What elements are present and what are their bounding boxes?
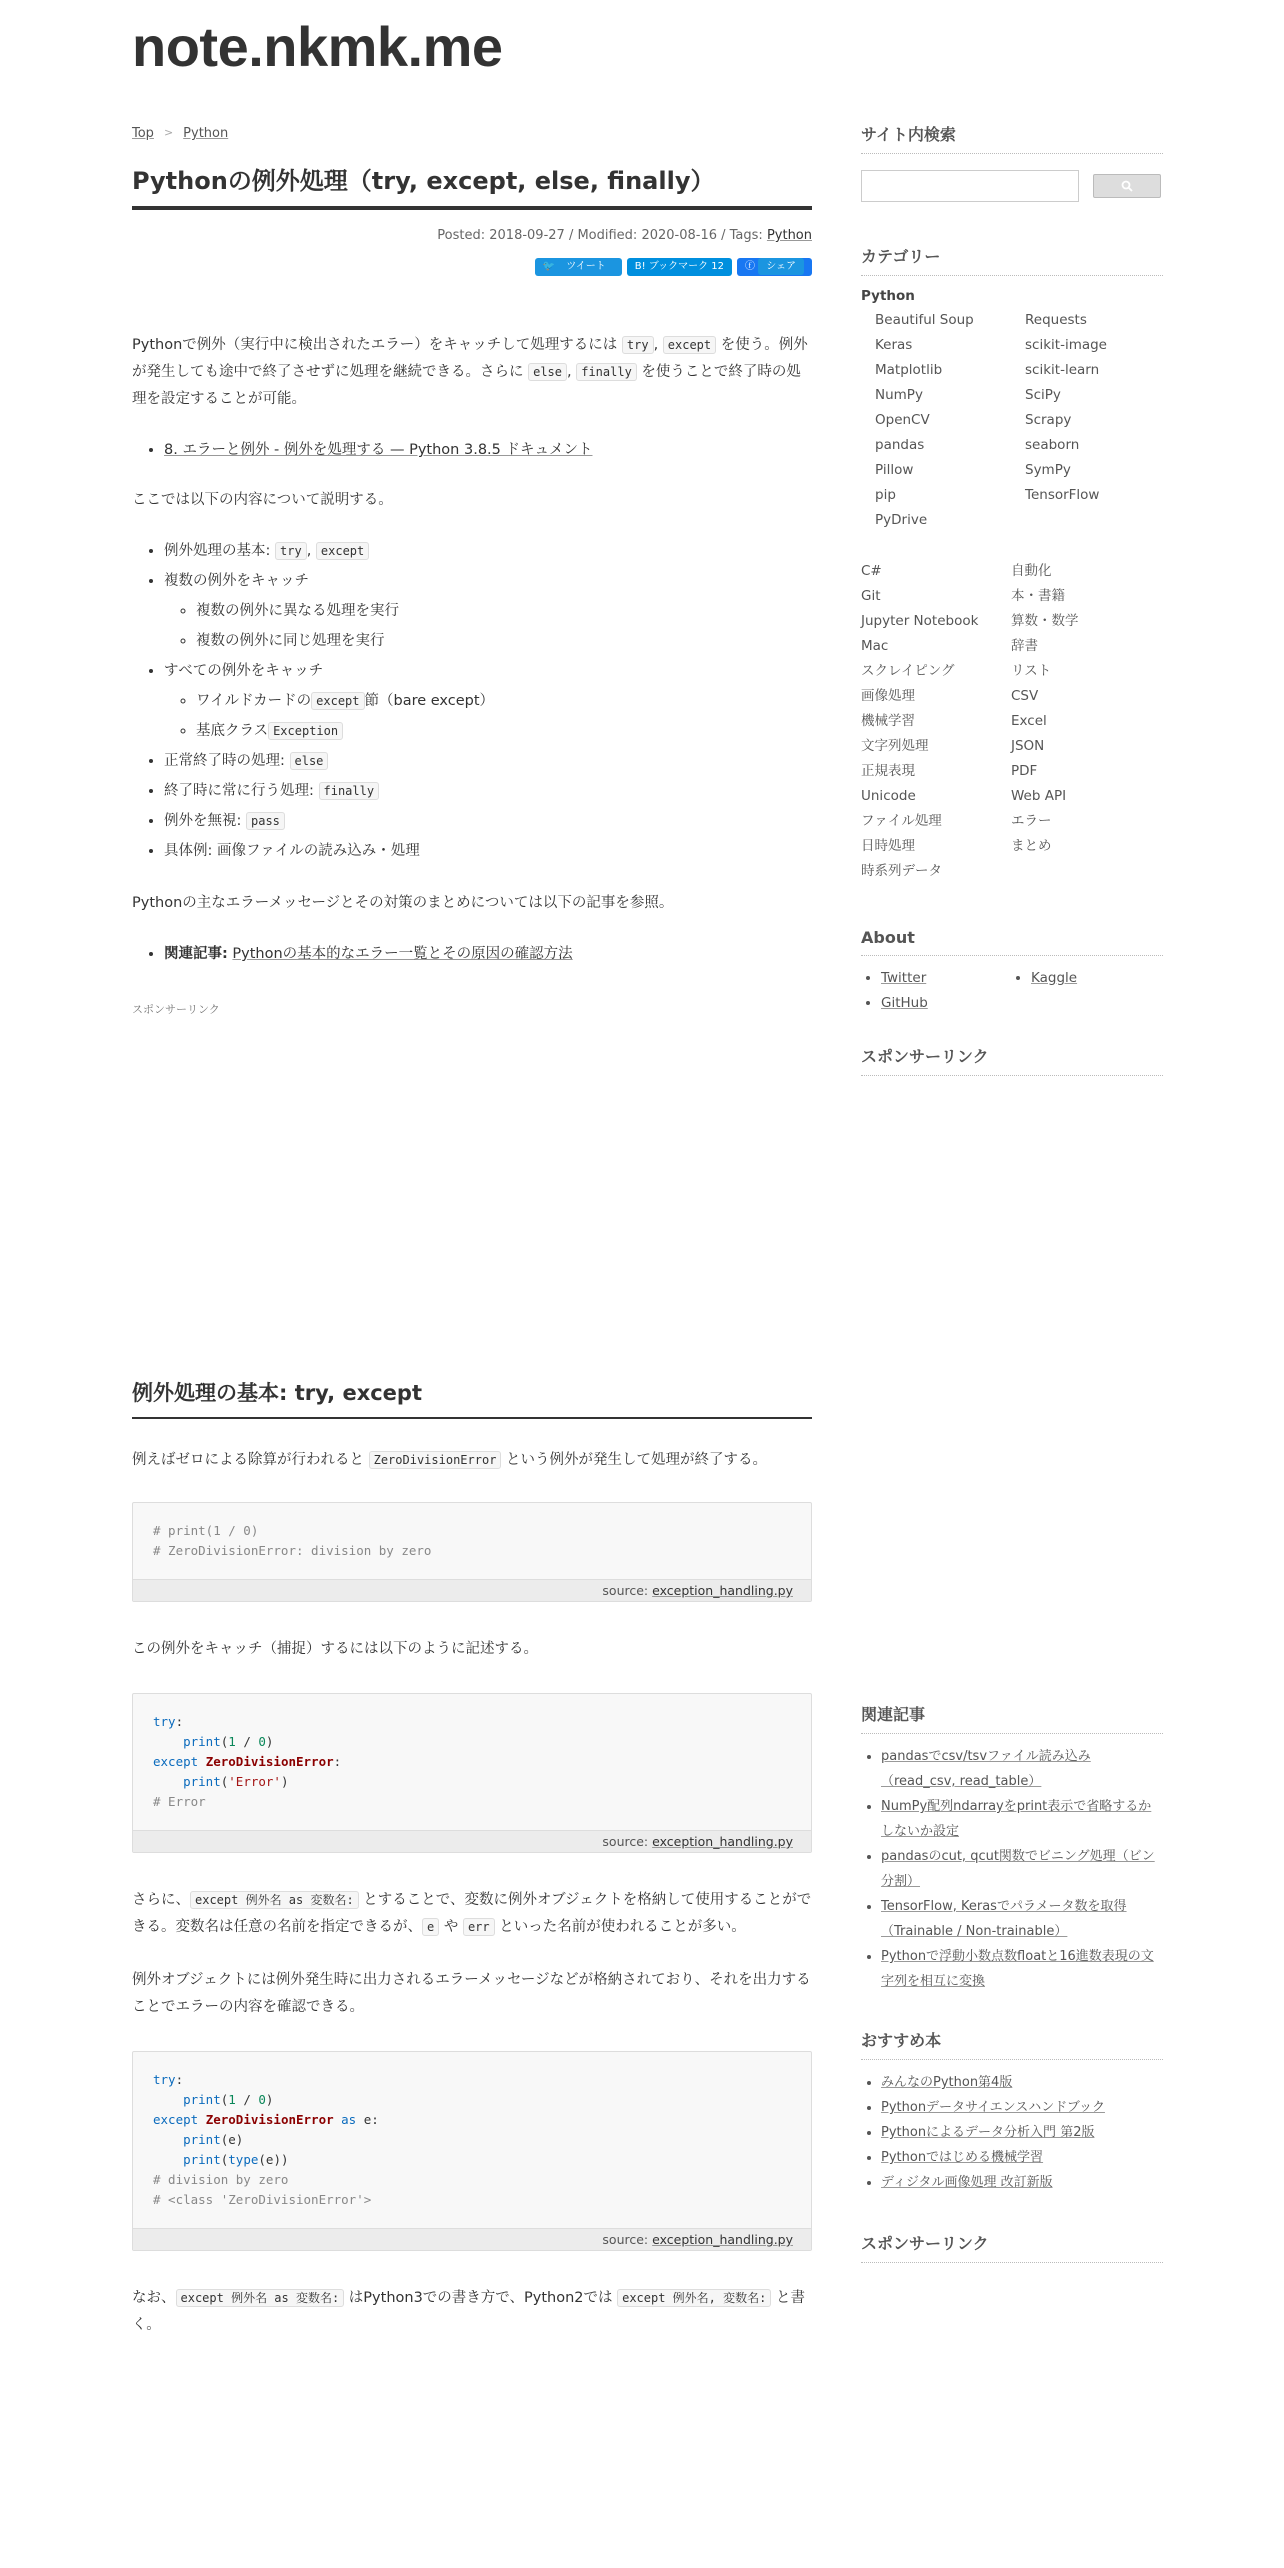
code-err: err — [463, 1918, 495, 1936]
facebook-label: シェア — [758, 258, 804, 275]
about-links-left — [881, 966, 1011, 1016]
toc-ignore-label: 例外を無視: — [164, 813, 246, 829]
code-except-as-py3: except 例外名 as 変数名: — [176, 2289, 345, 2307]
toc-all-b-text: 基底クラス — [196, 723, 269, 739]
other-categories — [861, 559, 1163, 884]
section1-paragraph-5 — [132, 2285, 812, 2339]
related-article-list — [164, 939, 812, 969]
code-else: else — [528, 363, 567, 381]
table-of-contents — [164, 536, 812, 866]
category-link[interactable]: Matplotlib — [875, 362, 943, 378]
intro-text-1: Pythonで例外（実行中に検出されたエラー）をキャッチして処理するには — [132, 337, 622, 353]
s1-p3-text-d: といった名前が使われることが多い。 — [494, 1919, 746, 1935]
code1-line1: # print(1 / 0) — [153, 1523, 259, 1538]
category-link[interactable]: Jupyter Notebook — [861, 613, 979, 629]
category-link[interactable]: Beautiful Soup — [875, 312, 974, 328]
code-e: e — [422, 1918, 439, 1936]
category-link[interactable]: TensorFlow — [1025, 487, 1100, 503]
post-dates: Posted: 2018-09-27 / Modified: 2020-08-16 / Tags: — [437, 228, 767, 243]
link-list-item[interactable] — [881, 2145, 1163, 2170]
category-link[interactable]: 算数・数学 — [1011, 613, 1079, 629]
link-list-item[interactable] — [881, 1744, 1163, 1794]
link-list-item[interactable] — [881, 1944, 1163, 1994]
sidebar-link[interactable]: Pythonデータサイエンスハンドブック — [881, 2100, 1105, 2115]
category-link[interactable]: スクレイピング — [861, 663, 955, 679]
hatena-bookmark-button[interactable]: B! ブックマーク 12 — [627, 258, 732, 276]
toc-all-b-code: Exception — [268, 722, 343, 740]
post-meta — [132, 228, 812, 243]
intro-comma-1: , — [653, 337, 663, 353]
s1-p1-text-b: という例外が発生して処理が終了する。 — [501, 1452, 768, 1468]
category-link[interactable]: エラー — [1011, 813, 1052, 829]
section1-paragraph-2: この例外をキャッチ（捕捉）するには以下のように記述する。 — [132, 1641, 538, 1657]
code-block-2 — [132, 1693, 812, 1853]
link-list-item[interactable] — [881, 1894, 1163, 1944]
list-item — [164, 939, 812, 969]
toc-item-all-a[interactable] — [196, 686, 812, 716]
list-item — [164, 435, 812, 465]
category-link[interactable]: scikit-learn — [1025, 362, 1100, 378]
about-links-right — [1031, 966, 1161, 1016]
category-link[interactable]: SciPy — [1025, 387, 1061, 403]
books-heading: おすすめ本 — [861, 2028, 1163, 2060]
code-except-as: except 例外名 as 変数名: — [190, 1891, 359, 1909]
sidebar-link[interactable]: ディジタル画像処理 改訂新版 — [881, 2175, 1053, 2190]
s1-p5-text-a: なお、 — [132, 2290, 176, 2306]
sidebar-sponsor-heading-2: スポンサーリンク — [861, 2231, 1163, 2263]
sidebar-link[interactable]: Twitter — [881, 970, 927, 986]
sidebar-link[interactable]: Pythonで浮動小数点数floatと16進数表現の文字列を相互に変換 — [881, 1949, 1154, 1989]
category-link[interactable]: Web API — [1011, 788, 1067, 804]
code-source-3 — [133, 2228, 811, 2250]
toc-normal-code: else — [290, 752, 329, 770]
category-link[interactable]: Scrapy — [1025, 412, 1072, 428]
code-block-1-body — [133, 1503, 811, 1579]
python-subcategories-left — [875, 308, 1025, 533]
toc-basic-code-try: try — [275, 542, 307, 560]
source-label: source: — [602, 1834, 653, 1849]
category-link[interactable]: Pillow — [875, 462, 914, 478]
toc-item-example[interactable]: • 具体例: 画像ファイルの読み込み・処理 — [164, 836, 812, 866]
page-title: Pythonの例外処理（try, except, else, finally） — [132, 161, 812, 210]
toc-all-a-code: except — [311, 692, 364, 710]
toc-item-all[interactable] — [164, 656, 812, 746]
related-heading: 関連記事 — [861, 1702, 1163, 1734]
category-link[interactable]: PyDrive — [875, 512, 928, 528]
toc-item-basic[interactable] — [164, 536, 812, 566]
source-label: source: — [602, 1583, 653, 1598]
sidebar-link[interactable]: Kaggle — [1031, 970, 1078, 986]
ad-space — [132, 1017, 812, 1377]
s1-p1-text-a: 例えばゼロによる除算が行われると — [132, 1452, 369, 1468]
category-python[interactable]: Python — [861, 288, 915, 304]
category-link[interactable]: Keras — [875, 337, 913, 353]
share-buttons — [132, 258, 812, 276]
recommended-books — [881, 2070, 1163, 2195]
about-links — [861, 966, 1163, 1016]
breadcrumb — [132, 126, 812, 141]
toc-item-multi-b[interactable]: ◦ 複数の例外に同じ処理を実行 — [196, 626, 812, 656]
category-link[interactable]: Requests — [1025, 312, 1087, 328]
section1-paragraph-1 — [132, 1447, 812, 1474]
category-link[interactable]: PDF — [1011, 763, 1038, 779]
search-heading: サイト内検索 — [861, 122, 1163, 154]
category-link[interactable]: 辞書 — [1011, 638, 1038, 654]
category-link[interactable]: C# — [861, 563, 882, 579]
intro-text-2: を使う。例外が発生しても途中で終了させずに処理を継続できる。さらに — [132, 337, 808, 380]
sidebar-sponsor-heading: スポンサーリンク — [861, 1044, 1163, 1076]
code-try: try — [622, 336, 654, 354]
toc-ignore-code: pass — [246, 812, 285, 830]
sidebar-link[interactable]: pandasでcsv/tsvファイル読み込み（read_csv, read_table） — [881, 1749, 1091, 1789]
search-input[interactable] — [861, 170, 1079, 202]
toc-always-label: 終了時に常に行う処理: — [164, 783, 319, 799]
s1-p3-text-b: とすることで、変数に例外オブジェクトを格納して使用することができる。変数名は任意の名前を指定できるが、 — [132, 1892, 812, 1935]
link-list-item[interactable] — [881, 2095, 1163, 2120]
link-list-item[interactable] — [1031, 966, 1161, 991]
search-icon — [1121, 180, 1133, 192]
category-link[interactable]: Excel — [1011, 713, 1047, 729]
s1-p5-text-b: はPython3での書き方で、Python2では — [344, 2290, 618, 2306]
category-heading: カテゴリー — [861, 244, 1163, 276]
doc-link-list — [164, 435, 812, 465]
link-list-item[interactable] — [881, 2070, 1163, 2095]
toc-multi-label: 複数の例外をキャッチ — [164, 573, 309, 589]
tweet-button[interactable]: 🐦 ツイート — [535, 258, 622, 276]
intro-paragraph — [132, 332, 812, 413]
category-link[interactable]: 文字列処理 — [861, 738, 929, 754]
category-link[interactable]: OpenCV — [875, 412, 930, 428]
code-finally: finally — [576, 363, 637, 381]
s1-p5-text-c: と書く。 — [132, 2290, 805, 2333]
python-subcategories-right — [1025, 308, 1175, 533]
link-list-item[interactable] — [881, 1844, 1163, 1894]
sidebar-link[interactable]: Pythonではじめる機械学習 — [881, 2150, 1044, 2165]
category-link[interactable]: ファイル処理 — [861, 813, 942, 829]
category-link[interactable]: scikit-image — [1025, 337, 1107, 353]
category-link[interactable]: 本・書籍 — [1011, 588, 1065, 604]
link-list-item[interactable] — [881, 1794, 1163, 1844]
category-link[interactable]: Unicode — [861, 788, 916, 804]
toc-basic-comma: , — [306, 543, 316, 559]
sidebar-link[interactable]: NumPy配列ndarrayをprint表示で省略するかしないか設定 — [881, 1799, 1152, 1839]
category-link[interactable]: 時系列データ — [861, 863, 942, 879]
section1-paragraph-3 — [132, 1887, 812, 1941]
breadcrumb-top[interactable]: Top — [132, 126, 154, 141]
sidebar-ad-space — [861, 1076, 1163, 1702]
sidebar-link[interactable]: みんなのPython第4版 — [881, 2075, 1013, 2090]
code-except: except — [663, 336, 716, 354]
link-list-item[interactable] — [881, 2120, 1163, 2145]
toc-item-multi[interactable] — [164, 566, 812, 656]
related-article-link[interactable]: Pythonの基本的なエラー一覧とその原因の確認方法 — [232, 946, 573, 962]
code-source-1 — [133, 1579, 811, 1601]
toc-all-label: すべての例外をキャッチ — [164, 663, 324, 679]
sidebar — [861, 122, 1163, 2263]
facebook-share-button[interactable]: ⓕ シェア — [737, 258, 812, 276]
related-label: 関連記事: — [164, 946, 228, 962]
breadcrumb-separator: > — [163, 126, 174, 139]
python-subcategories — [875, 308, 1163, 533]
source-file-link[interactable]: exception_handling.py — [652, 2232, 793, 2247]
toc-always-code: finally — [319, 782, 380, 800]
code-zerodivisionerror: ZeroDivisionError — [369, 1451, 502, 1469]
other-categories-right — [1011, 559, 1161, 884]
code1-line2: # ZeroDivisionError: division by zero — [153, 1543, 432, 1558]
tag-python-link[interactable]: Python — [766, 228, 812, 243]
search-button[interactable] — [1093, 174, 1161, 198]
category-link[interactable]: CSV — [1011, 688, 1039, 704]
code-block-1 — [132, 1502, 812, 1602]
sponsor-label: スポンサーリンク — [132, 1003, 220, 1016]
code-block-3-body: try: print(1 / 0) except ZeroDivisionError as e: print(e) print(type(e)) # division by zero # <class 'ZeroDivisionError'> — [153, 2072, 379, 2207]
category-link[interactable]: pip — [875, 487, 896, 503]
category-link[interactable]: pandas — [875, 437, 925, 453]
main-content — [132, 126, 812, 2339]
sidebar-link[interactable]: TensorFlow, Kerasでパラメータ数を取得（Trainable / Non-trainable） — [881, 1899, 1127, 1939]
breadcrumb-python[interactable]: Python — [183, 126, 229, 141]
python-docs-link[interactable]: 8. エラーと例外 - 例外を処理する — Python 3.8.5 ドキュメント — [164, 442, 593, 458]
category-link[interactable]: JSON — [1011, 738, 1045, 754]
toc-normal-label: 正常終了時の処理: — [164, 753, 290, 769]
category-link[interactable]: NumPy — [875, 387, 923, 403]
toc-all-a-text: ワイルドカードの — [196, 693, 312, 709]
toc-all-a-text-2: 節（bare except） — [364, 693, 495, 709]
code-block-2-body: try: print(1 / 0) except ZeroDivisionError: print('Error') # Error — [153, 1714, 342, 1809]
section1-paragraph-4: 例外オブジェクトには例外発生時に出力されるエラーメッセージなどが格納されており、それを出力することでエラーの内容を確認できる。 — [132, 1972, 811, 2015]
toc-item-ignore[interactable] — [164, 806, 812, 836]
code-block-3 — [132, 2051, 812, 2251]
related-articles — [881, 1744, 1163, 1994]
site-title[interactable]: note.nkmk.me — [132, 15, 503, 78]
intro-comma-2: , — [567, 364, 577, 380]
sidebar-link[interactable]: GitHub — [881, 995, 928, 1011]
source-label: source: — [602, 2232, 653, 2247]
category-link[interactable]: リスト — [1011, 663, 1052, 679]
category-link[interactable]: 日時処理 — [861, 838, 915, 854]
category-link[interactable]: 機械学習 — [861, 713, 915, 729]
category-link[interactable]: Mac — [861, 638, 889, 654]
link-list-item[interactable] — [881, 991, 1011, 1016]
link-list-item[interactable] — [881, 966, 1011, 991]
search-form — [861, 170, 1163, 202]
toc-basic-code-except: except — [316, 542, 369, 560]
errors-paragraph: Pythonの主なエラーメッセージとその対策のまとめについては以下の記事を参照。 — [132, 895, 674, 911]
toc-item-multi-a[interactable]: ◦ 複数の例外に異なる処理を実行 — [196, 596, 812, 626]
toc-item-all-b[interactable] — [196, 716, 812, 746]
toc-item-always[interactable] — [164, 776, 812, 806]
intro-text-3: を使うことで終了時の処理を設定することが可能。 — [132, 364, 801, 407]
s1-p3-text-c: や — [439, 1919, 463, 1935]
toc-intro: ここでは以下の内容について説明する。 — [132, 492, 393, 508]
source-file-link[interactable]: exception_handling.py — [652, 1583, 793, 1598]
tweet-label: ツイート — [558, 258, 614, 275]
category-link[interactable]: SymPy — [1025, 462, 1071, 478]
category-link[interactable]: 自動化 — [1011, 563, 1052, 579]
category-link[interactable]: 正規表現 — [861, 763, 915, 779]
source-file-link[interactable]: exception_handling.py — [652, 1834, 793, 1849]
code-except-py2: except 例外名, 変数名: — [617, 2289, 771, 2307]
s1-p3-text-a: さらに、 — [132, 1892, 190, 1908]
sidebar-link[interactable]: Pythonによるデータ分析入門 第2版 — [881, 2125, 1095, 2140]
category-link[interactable]: Git — [861, 588, 881, 604]
about-heading: About — [861, 928, 1163, 956]
other-categories-left — [861, 559, 1011, 884]
toc-item-normal[interactable] — [164, 746, 812, 776]
link-list-item[interactable] — [881, 2170, 1163, 2195]
section-title-basic: 例外処理の基本: try, except — [132, 1377, 812, 1419]
code-source-2 — [133, 1830, 811, 1852]
category-link[interactable]: seaborn — [1025, 437, 1080, 453]
category-link[interactable]: まとめ — [1011, 838, 1052, 854]
sidebar-link[interactable]: pandasのcut, qcut関数でビニング処理（ビン分割） — [881, 1849, 1155, 1889]
toc-basic-label: 例外処理の基本: — [164, 543, 275, 559]
category-link[interactable]: 画像処理 — [861, 688, 915, 704]
